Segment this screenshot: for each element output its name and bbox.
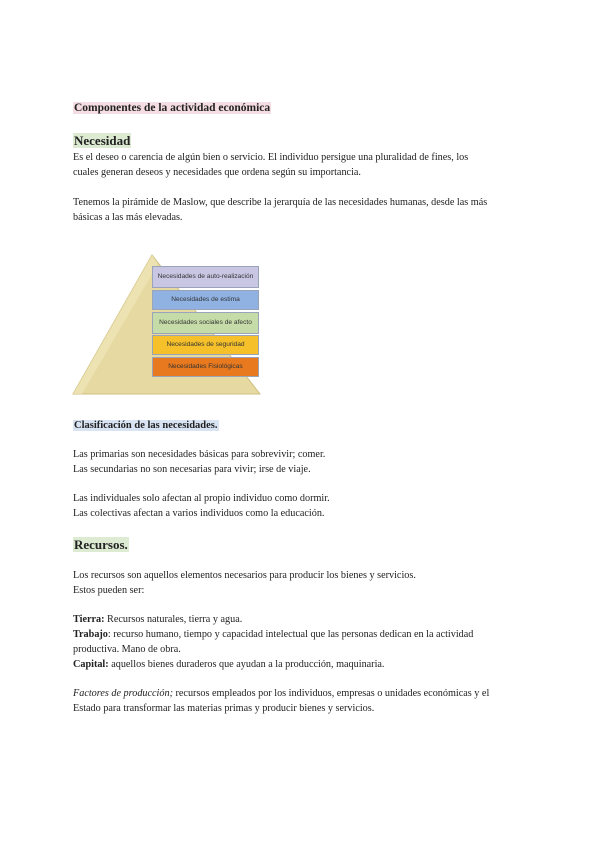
document-title: Componentes de la actividad económica [74,102,271,114]
recurso-trabajo-cont: productiva. Mano de obra. [73,644,181,655]
pyramid-level-fisiologicas: Necesidades Fisiológicas [152,357,259,377]
necesidad-heading: Necesidad [74,133,131,148]
factores-line-1: Factores de producción; recursos empleados por los individuos, empresas o unidades económicas y el [73,688,490,699]
clasificacion-line-4: Las colectivas afectan a varios individuos como la educación. [73,508,325,519]
clasificacion-line-3: Las individuales solo afectan al propio individuo como dormir. [73,493,330,504]
pyramid-level-estima: Necesidades de estima [152,290,259,310]
recurso-tierra: Tierra: Recursos naturales, tierra y agua. [73,614,243,625]
maslow-line-2: básicas a las más elevadas. [73,212,183,223]
necesidad-line-1: Es el deseo o carencia de algún bien o servicio. El individuo persigue una pluralidad de fines, los [73,152,469,163]
recursos-intro-2: Estos pueden ser: [73,585,145,596]
pyramid-level-autorealizacion: Necesidades de auto-realización [152,266,259,288]
clasificacion-heading: Clasificación de las necesidades. [74,420,218,431]
clasificacion-line-2: Las secundarias no son necesarias para vivir; irse de viaje. [73,464,311,475]
recursos-intro-1: Los recursos son aquellos elementos necesarios para producir los bienes y servicios. [73,570,416,581]
clasificacion-line-1: Las primarias son necesidades básicas para sobrevivir; comer. [73,449,326,460]
recurso-capital: Capital: aquellos bienes duraderos que ayudan a la producción, maquinaria. [73,659,385,670]
factores-line-2: Estado para transformar las materias primas y producir bienes y servicios. [73,703,375,714]
necesidad-line-2: cuales generan deseos y necesidades que ordena según su importancia. [73,167,361,178]
pyramid-level-social: Necesidades sociales de afecto [152,312,259,334]
pyramid-level-seguridad: Necesidades de seguridad [152,335,259,355]
recursos-heading: Recursos. [74,537,128,552]
maslow-line-1: Tenemos la pirámide de Maslow, que describe la jerarquía de las necesidades humanas, desde las más [73,197,488,208]
recurso-trabajo: Trabajo: recurso humano, tiempo y capacidad intelectual que las personas dedican en la actividad [73,629,474,640]
